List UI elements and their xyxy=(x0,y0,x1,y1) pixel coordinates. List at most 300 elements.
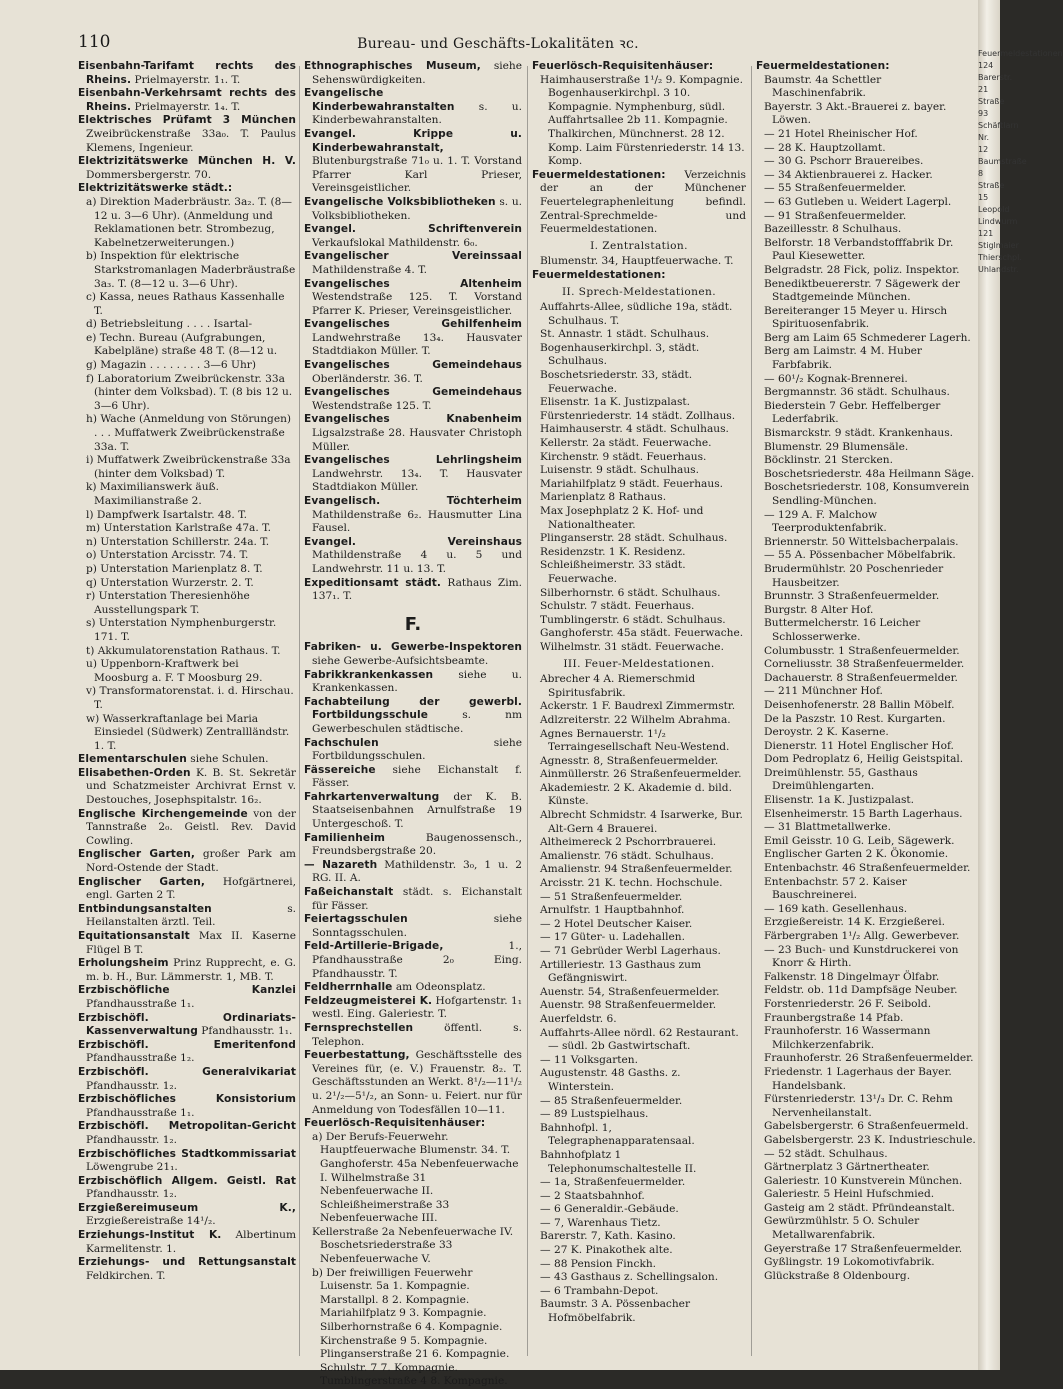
directory-entry xyxy=(304,886,522,913)
directory-entry xyxy=(78,114,296,155)
directory-subentry: De la Paszstr. 10 Rest. Kurgarten. xyxy=(764,712,946,725)
entry-text: Prielmayerstr. 1₄. T. xyxy=(131,100,241,113)
entry-heading: Feiertagsschulen xyxy=(304,913,408,926)
entry-text: Mathildenstraße 6₂. Hausmutter Lina Fausel. xyxy=(312,508,522,535)
entry-heading: Elementarschulen xyxy=(78,753,187,766)
entry-heading: Erzbischöfliches Stadtkommissariat xyxy=(78,1147,296,1160)
entry-text: siehe Fortbildungsschulen. xyxy=(312,736,522,763)
entry-heading: Feuerlösch-Requisitenhäuser: xyxy=(532,60,714,72)
directory-subentry: d) Betriebsleitung . . . . Isartal- xyxy=(86,318,253,331)
directory-subentry: Agnes Bernauerstr. 1¹/₂ Terraingesellschaft Neu-Westend. xyxy=(540,727,730,754)
directory-entry xyxy=(78,930,296,957)
directory-subentry: Bahnhofplatz 1 Telephonumschaltestelle II. xyxy=(540,1148,697,1175)
directory-subentry: — 34 Aktienbrauerei z. Hacker. xyxy=(764,168,933,181)
entry-heading: Fabrikkrankenkassen xyxy=(304,668,434,681)
directory-subentry: u) Uppenborn-Kraftwerk bei Moosburg a. F. T Moosburg 29. xyxy=(86,658,263,684)
entry-heading: Evangelisches Knabenheim xyxy=(304,413,522,426)
directory-entry xyxy=(304,495,522,536)
directory-entry xyxy=(304,386,522,413)
directory-subentry: n) Unterstation Schillerstr. 24a. T. xyxy=(86,535,270,548)
directory-subentry: Arnulfstr. 1 Hauptbahnhof. xyxy=(540,904,685,917)
directory-entry xyxy=(304,940,522,981)
directory-entry xyxy=(78,1174,296,1202)
directory-subentry: — 6 Generaldir.-Gebäude. xyxy=(540,1203,679,1216)
directory-subentry: Corneliusstr. 38 Straßenfeuermelder. xyxy=(764,658,965,671)
entry-heading: Feuermeldestationen: xyxy=(532,168,666,181)
directory-subentry: Augustenstr. 48 Gasths. z. Winterstein. xyxy=(540,1067,681,1093)
entry-heading: Fabriken- u. Gewerbe-Inspektoren xyxy=(304,641,522,654)
entry-text: Verzeichnis der an der Münchener Feuertelegraphenleitung befindl. Zentral-Sprechmelde- und Feuermeldestationen. xyxy=(540,168,746,236)
directory-subentry: Schleißheimerstr. 33 städt. Feuerwache. xyxy=(540,559,686,585)
entry-text: siehe u. Krankenkassen. xyxy=(312,668,522,695)
entry-heading: Erholungsheim xyxy=(78,957,169,970)
directory-subentry: Residenzstr. 1 K. Residenz. xyxy=(540,545,686,558)
section-subheading: II. Sprech-Meldestationen. xyxy=(561,285,717,298)
entry-heading: Erzbischöfl. Ordinariats-Kassenverwaltung xyxy=(78,1011,296,1038)
entry-text: Westendstraße 125. T. Vorstand Pfarrer K. Prieser, Vereinsgeistlicher. xyxy=(312,291,522,317)
directory-subentry: Entenbachstr. 46 Straßenfeuermelder. xyxy=(764,862,971,875)
entry-text: Hofgartenstr. 1₁ westl. Eing. Galeriestr. T. xyxy=(312,994,522,1021)
entry-text: 1., Pfandhausstraße 2₀ Eing. Pfandhausstr. T. xyxy=(312,940,522,980)
entry-text: Pfandhausstraße 1₁. xyxy=(86,1106,195,1119)
entry-heading: Elektrisches Prüfamt 3 München xyxy=(78,114,296,127)
directory-entry xyxy=(78,155,296,182)
directory-subentry: — 52 städt. Schulhaus. xyxy=(764,1147,888,1160)
entry-text: s. u. Kinderbewahranstalten. xyxy=(312,100,522,127)
directory-subentry: Färbergraben 1¹/₂ Allg. Gewerbever. xyxy=(764,930,960,942)
directory-entry xyxy=(304,87,522,128)
directory-entry xyxy=(532,60,746,74)
directory-subentry: Glückstraße 8 Oldenbourg. xyxy=(764,1269,911,1282)
entry-text: Pfandhausstraße 1₁. xyxy=(86,997,195,1010)
entry-text: am Odeonsplatz. xyxy=(392,981,486,994)
entry-text: Dommersbergerstr. 70. xyxy=(86,168,212,181)
directory-entry xyxy=(78,1038,296,1066)
directory-subentry: — 2 Hotel Deutscher Kaiser. xyxy=(540,917,693,930)
directory-subentry: Amalienstr. 76 städt. Schulhaus. xyxy=(540,849,714,862)
directory-subentry: e) Techn. Bureau (Aufgrabungen, Kabelpläne) straße 48 T. (8—12 u. xyxy=(86,331,278,358)
entry-heading: Evangelischer Vereinssaal xyxy=(304,250,522,263)
directory-entry xyxy=(78,875,296,903)
directory-subentry: — 55 Straßenfeuermelder. xyxy=(764,182,907,195)
entry-text: siehe Gewerbe-Aufsichtsbeamte. xyxy=(312,654,489,667)
entry-text: Pfandhausstr. 1₂. xyxy=(86,1133,178,1146)
entry-heading: Erzbischöfliche Kanzlei xyxy=(78,984,296,997)
directory-entry xyxy=(304,981,522,995)
entry-text: Albertinum Karmelitenstr. 1. xyxy=(86,1229,296,1255)
entry-text: siehe Sonntagsschulen. xyxy=(312,913,522,939)
directory-entry xyxy=(304,695,522,737)
directory-subentry: Blumenstr. 29 Blumensäle. xyxy=(764,440,909,453)
directory-entry xyxy=(78,1011,296,1039)
directory-subentry: Gasteig am 2 städt. Pfründeanstalt. xyxy=(764,1201,955,1214)
directory-entry xyxy=(78,1120,296,1147)
directory-subentry: b) Inspektion für elektrische Starkstromanlagen Maderbräustraße 3a₃. T. (8—12 u. 3—6 Uhr). xyxy=(86,250,296,290)
directory-subentry: — 71 Gebrüder Werbl Lagerhaus. xyxy=(540,945,721,957)
directory-subentry: Dienerstr. 11 Hotel Englischer Hof. xyxy=(764,739,954,752)
directory-subentry: Elisenstr. 1a K. Justizpalast. xyxy=(764,794,915,807)
directory-subentry: Berg am Laimstr. 4 M. Huber Farbfabrik. xyxy=(764,345,922,372)
entry-heading: Erzbischöfl. Generalvikariat xyxy=(78,1065,296,1078)
directory-subentry: Forstenriederstr. 26 F. Seibold. xyxy=(764,997,932,1010)
entry-text: Mathildenstr. 3₀, 1 u. 2 RG. II. A. xyxy=(312,858,522,885)
directory-subentry: Schulstr. 7 städt. Feuerhaus. xyxy=(540,600,695,613)
directory-subentry: — 1a, Straßenfeuermelder. xyxy=(540,1176,686,1189)
directory-subentry: Blumenstr. 34, Hauptfeuerwache. T. xyxy=(540,255,734,268)
directory-subentry: Marienplatz 8 Rathaus. xyxy=(540,491,667,504)
entry-heading: Eisenbahn-Tarifamt rechts des Rheins. xyxy=(78,60,296,86)
directory-subentry: — 7, Warenhaus Tietz. xyxy=(540,1216,661,1229)
directory-entry xyxy=(304,223,522,250)
directory-subentry: m) Unterstation Karlstraße 47a. T. xyxy=(86,522,271,535)
entry-heading: Englischer Garten, xyxy=(78,848,196,861)
entry-heading: Fernsprechstellen xyxy=(304,1021,414,1034)
entry-text: großer Park am Nord-Ostende der Stadt. xyxy=(86,848,296,875)
page-number: 110 xyxy=(78,32,111,52)
entry-heading: Evangelisches Gehilfenheim xyxy=(304,318,522,331)
directory-subentry: Auerfeldstr. 6. xyxy=(540,1012,617,1025)
entry-heading: Evangel. Krippe u. Kinderbewahranstalt, xyxy=(304,127,522,154)
entry-heading: Evangelisches Altenheim xyxy=(304,277,522,290)
directory-subentry: — 2 Staatsbahnhof. xyxy=(540,1189,645,1202)
entry-text: K. B. St. Sekretär und Schatzmeister Archivrat Ernst v. Destouches, Josephspitalstr. 16₂. xyxy=(86,766,296,807)
directory-subentry: Böcklinstr. 21 Stercken. xyxy=(764,454,893,467)
entry-text: Mathildenstraße 4 u. 5 und Landwehrstr. 11 u. 13. T. xyxy=(312,549,522,575)
directory-subentry: Kellerstraße 2a Nebenfeuerwache IV. Boschetsriederstraße 33 Nebenfeuerwache V. xyxy=(312,1225,514,1266)
directory-entry xyxy=(78,1229,296,1256)
directory-subentry: Deisenhofenerstr. 28 Ballin Möbelf. xyxy=(764,698,955,711)
directory-entry xyxy=(304,195,523,223)
entry-heading: Evangelische Volksbibliotheken xyxy=(304,195,496,208)
directory-subentry: b) Der freiwilligen Feuerwehr Luisenstr. 5a 1. Kompagnie. Marstallpl. 8 2. Kompagnie. Mariahilfplatz 9 3. Kompagnie. Silberhornstraße 6 4. Kompagnie. Kirchenstraße 9 5. Kompagnie. Plinganserstraße 21 6. Kompagnie. Schulstr. 7 7. Kompagnie. Tumblingerstraße 4 8. Kompagnie. xyxy=(312,1266,510,1388)
directory-subentry: Englischer Garten 2 K. Ökonomie. xyxy=(764,848,949,861)
directory-entry xyxy=(78,753,296,767)
directory-subentry: — 169 kath. Gesellenhaus. xyxy=(764,902,908,915)
directory-subentry: Feldstr. ob. 11d Dampfsäge Neuber. xyxy=(764,984,958,997)
entry-text: Pfandhausstr. 1₁. xyxy=(197,1025,293,1038)
directory-subentry: Berg am Laim 65 Schmederer Lagerh. xyxy=(764,331,971,344)
running-title: Bureau- und Geschäfts-Lokalitäten ꝛc. xyxy=(357,36,639,52)
directory-subentry: Bogenhauserkirchpl. 3, städt. Schulhaus. xyxy=(540,341,700,368)
entry-heading: Feld-Artillerie-Brigade, xyxy=(304,940,444,953)
entry-text: Mathildenstraße 4. T. xyxy=(312,263,428,276)
entry-text: Blutenburgstraße 71₀ u. 1. T. Vorstand Pfarrer Karl Prieser, Vereinsgeistlicher. xyxy=(312,155,522,195)
directory-subentry: c) Kassa, neues Rathaus Kassenhalle T. xyxy=(86,291,285,317)
directory-subentry: Abrecher 4 A. Riemerschmid Spiritusfabrik. xyxy=(540,673,696,699)
directory-subentry: — 21 Hotel Rheinischer Hof. xyxy=(764,127,918,140)
entry-heading: Erzbischöflich Allgem. Geistl. Rat xyxy=(78,1174,296,1187)
directory-entry xyxy=(304,668,522,696)
directory-subentry: Luisenstr. 9 städt. Schulhaus. xyxy=(540,464,699,477)
directory-subentry: Gabelsbergerstr. 6 Straßenfeuermeld. xyxy=(764,1120,969,1133)
entry-heading: Expeditionsamt städt. xyxy=(304,576,442,589)
directory-subentry: q) Unterstation Wurzerstr. 2. T. xyxy=(86,576,254,589)
directory-subentry: Max Josephplatz 2 K. Hof- und Nationaltheater. xyxy=(540,505,704,531)
directory-entry xyxy=(78,766,296,808)
directory-subentry: w) Wasserkraftanlage bei Maria Einsiedel (Südwerk) Zentrallländstr. 1. T. xyxy=(86,712,290,752)
directory-subentry: Baumstr. 4a Schettler Maschinenfabrik. xyxy=(764,73,882,100)
directory-entry xyxy=(304,576,522,604)
entry-heading: Erzbischöfl. Emeritenfond xyxy=(78,1038,296,1051)
entry-heading: Evangelische Kinderbewahranstalten xyxy=(304,87,455,113)
directory-entry xyxy=(304,413,522,454)
directory-subentry: k) Maximilianswerk äuß. Maximilianstraße 2. xyxy=(86,481,220,507)
directory-subentry: Baumstr. 3 A. Pössenbacher Hofmöbelfabrik. xyxy=(540,1298,691,1325)
directory-subentry: Auenstr. 98 Straßenfeuermelder. xyxy=(540,999,717,1012)
entry-text: städt. s. Eichanstalt für Fässer. xyxy=(312,886,522,912)
entry-text: Prinz Rupprecht, e. G. m. b. H., Bur. Lämmerstr. 1, MB. T. xyxy=(86,957,296,983)
directory-subentry: — 28 K. Hauptzollamt. xyxy=(764,141,886,154)
directory-entry xyxy=(78,1256,296,1283)
directory-entry xyxy=(756,60,978,74)
directory-subentry: s) Unterstation Nymphenburgerstr. 171. T. xyxy=(86,617,277,643)
directory-subentry: Briennerstr. 50 Wittelsbacherpalais. xyxy=(764,535,959,548)
entry-text: Feldkirchen. T. xyxy=(86,1269,166,1282)
section-subheading: III. Feuer-Meldestationen. xyxy=(563,657,715,670)
entry-text: Westendstraße 125. T. xyxy=(312,399,432,412)
directory-subentry: Erzgießereistr. 14 K. Erzgießerei. xyxy=(764,916,945,929)
directory-subentry: Galeriestr. 10 Kunstverein München. xyxy=(764,1174,963,1187)
entry-heading: Evangelisches Gemeindehaus xyxy=(304,386,522,399)
directory-subentry: Galeriestr. 5 Heinl Hufschmied. xyxy=(764,1188,935,1201)
directory-entry xyxy=(304,641,522,668)
entry-text: Ligsalzstraße 28. Hausvater Christoph Müller. xyxy=(312,427,522,453)
directory-entry xyxy=(304,250,522,277)
directory-subentry: Auffahrts-Allee, südliche 19a, städt. Schulhaus. T. xyxy=(540,301,733,327)
directory-entry xyxy=(304,790,522,832)
directory-subentry: — 23 Buch- und Kunstdruckerei von Knorr & Hirth. xyxy=(764,943,959,970)
directory-subentry: Dachauerstr. 8 Straßenfeuermelder. xyxy=(764,671,958,684)
directory-subentry: Auenstr. 54, Straßenfeuermelder. xyxy=(540,985,720,998)
directory-subentry: g) Magazin . . . . . . . . 3—6 Uhr) xyxy=(86,359,256,372)
entry-text: Hofgärtnerei, engl. Garten 2 T. xyxy=(86,875,296,902)
entry-text: s. nm Gewerbeschulen städtische. xyxy=(312,709,522,735)
directory-subentry: Geyerstraße 17 Straßenfeuermelder. xyxy=(764,1242,963,1255)
entry-heading: Feldherrnhalle xyxy=(304,981,393,994)
directory-subentry: Belforstr. 18 Verbandstofffabrik Dr. Paul Kiesewetter. xyxy=(764,236,954,263)
directory-subentry: a) Direktion Maderbräustr. 3a₂. T. (8—12 u. 3—6 Uhr). (Anmeldung und Reklamationen betr. Strombezug, Kabelnetzerweiterungen.) xyxy=(86,195,293,249)
column-1 xyxy=(78,60,296,1360)
directory-subentry: h) Wache (Anmeldung von Störungen) . . . Muffatwerk Zweibrückenstraße 33a. T. xyxy=(86,413,292,453)
entry-heading: Feldzeugmeisterei K. xyxy=(304,994,433,1007)
entry-heading: Familienheim xyxy=(304,831,386,844)
entry-text: Prielmayerstr. 1₁. T. xyxy=(131,73,241,86)
directory-subentry: Benediktbeuererstr. 7 Sägewerk der Stadtgemeinde München. xyxy=(764,277,960,304)
entry-text: Geschäftsstelle des Vereines für, (e. V.) Frauenstr. 8₂. T. Geschäftsstunden an Werkt. 8¹/₂—11¹/₂ u. 2¹/₂—5¹/₂, an Sonn- u. Feiert. nur für Anmeldung von Todesfällen 10—11. xyxy=(312,1049,522,1116)
directory-entry xyxy=(304,858,522,886)
column-2 xyxy=(304,60,523,1388)
directory-entry xyxy=(78,1201,296,1229)
entry-heading: Feuerlösch-Requisitenhäuser: xyxy=(304,1117,486,1130)
entry-heading: Faßeichanstalt xyxy=(304,886,394,899)
directory-subentry: v) Transformatorenstat. i. d. Hirschau. T. xyxy=(86,685,294,711)
directory-subentry: Fraunbergstraße 14 Pfab. xyxy=(764,1011,904,1024)
directory-subentry: Barerstr. 7, Kath. Kasino. xyxy=(540,1230,676,1243)
directory-subentry: Akademiestr. 2 K. Akademie d. bild. Künste. xyxy=(540,781,732,808)
directory-subentry: — 63 Gutleben u. Weidert Lagerpl. xyxy=(764,195,952,208)
directory-entry xyxy=(78,1147,296,1175)
entry-text: von der Tannstraße 2₀. Geistl. Rev. David Cowling. xyxy=(86,807,296,847)
directory-subentry: — 88 Pension Finckh. xyxy=(540,1257,657,1270)
directory-subentry: Bayerstr. 3 Akt.-Brauerei z. bayer. Löwen. xyxy=(764,100,947,127)
directory-subentry: Bismarckstr. 9 städt. Krankenhaus. xyxy=(764,427,954,440)
entry-text: Löwengrube 21₁. xyxy=(86,1161,178,1174)
entry-heading: — Nazareth xyxy=(304,858,378,871)
directory-subentry: Columbusstr. 1 Straßenfeuermelder. xyxy=(764,644,960,657)
directory-entry xyxy=(304,736,522,764)
directory-subentry: St. Annastr. 1 städt. Schulhaus. xyxy=(540,328,710,341)
directory-subentry: Wilhelmstr. 31 städt. Feuerwache. xyxy=(540,640,724,653)
directory-subentry: Bergmannstr. 36 städt. Schulhaus. xyxy=(764,386,950,399)
entry-heading: Elektrizitätswerke München H. V. xyxy=(78,155,296,168)
directory-subentry: o) Unterstation Arcisstr. 74. T. xyxy=(86,549,249,562)
directory-subentry: — 89 Lustspielhaus. xyxy=(540,1108,649,1121)
entry-heading: Feuermeldestationen: xyxy=(532,268,666,281)
entry-heading: Elektrizitätswerke städt.: xyxy=(78,182,233,195)
column-divider xyxy=(527,66,528,1356)
directory-entry xyxy=(304,127,522,196)
directory-subentry: Gyßlingstr. 19 Lokomotivfabrik. xyxy=(764,1256,935,1269)
entry-heading: Erzgießereimuseum K., xyxy=(78,1201,296,1214)
directory-entry xyxy=(78,902,296,930)
page-header xyxy=(78,32,918,54)
directory-subentry: Fürstenriederstr. 13¹/₃ Dr. C. Rehm Nervenheilanstalt. xyxy=(764,1093,953,1119)
directory-subentry: Amalienstr. 94 Straßenfeuermelder. xyxy=(540,863,733,876)
directory-subentry: Dreimühlenstr. 55, Gasthaus Dreimühlengarten. xyxy=(764,766,918,793)
column-4 xyxy=(756,60,978,1360)
directory-entry xyxy=(78,984,296,1011)
directory-subentry: Bazeillesstr. 8 Schulhaus. xyxy=(764,223,902,236)
directory-entry xyxy=(78,182,296,196)
directory-subentry: l) Dampfwerk Isartalstr. 48. T. xyxy=(86,508,248,521)
directory-subentry: Arcisstr. 21 K. techn. Hochschule. xyxy=(540,877,723,890)
directory-subentry: Plinganserstr. 28 städt. Schulhaus. xyxy=(540,532,728,545)
entry-heading: Englischer Garten, xyxy=(78,875,206,888)
entry-text: siehe Sehenswürdigkeiten. xyxy=(312,60,522,86)
directory-entry xyxy=(304,994,522,1022)
entry-heading: Fachabteilung der gewerbl. Fortbildungsschule xyxy=(304,695,522,722)
directory-subentry: — 30 G. Pschorr Brauereibes. xyxy=(764,155,924,168)
directory-subentry: Fürstenriederstr. 14 städt. Zollhaus. xyxy=(540,409,736,422)
directory-entry xyxy=(304,318,522,359)
directory-subentry: Boschetsriederstr. 33, städt. Feuerwache. xyxy=(540,369,693,395)
directory-subentry: Fraunhoferstr. 26 Straßenfeuermelder. xyxy=(764,1052,974,1065)
directory-subentry: — 27 K. Pinakothek alte. xyxy=(540,1244,673,1257)
entry-heading: Feuerbestattung, xyxy=(304,1049,410,1062)
directory-subentry: i) Muffatwerk Zweibrückenstraße 33a (hinter dem Volksbad) T. xyxy=(86,454,291,480)
directory-subentry: Agnesstr. 8, Straßenfeuermelder. xyxy=(540,754,719,767)
directory-subentry: Haimhauserstr. 4 städt. Schulhaus. xyxy=(540,423,729,436)
entry-heading: Evangelisches Lehrlingsheim xyxy=(304,454,522,467)
section-letter: F. xyxy=(404,613,422,635)
directory-entry xyxy=(304,763,522,791)
entry-heading: Equitationsanstalt xyxy=(78,930,190,942)
entry-heading: Evangelisches Gemeindehaus xyxy=(304,359,522,372)
entry-heading: Evangelisch. Töchterheim xyxy=(304,495,522,507)
directory-subentry: Dom Pedroplatz 6, Heilig Geistspital. xyxy=(764,753,964,766)
entry-text: Landwehrstr. 13₄. T. Hausvater Stadtdiakon Müller. xyxy=(312,467,522,494)
entry-heading: Elisabethen-Orden xyxy=(78,766,191,779)
directory-subentry: Mariahilfplatz 9 städt. Feuerhaus. xyxy=(540,477,723,490)
directory-entry xyxy=(78,848,296,875)
directory-subentry: Boschetsriederstr. 48a Heilmann Säge. xyxy=(764,467,975,480)
directory-subentry: Ackerstr. 1 F. Baudrexl Zimmermstr. xyxy=(540,700,736,713)
column-3 xyxy=(532,60,746,1360)
directory-entry xyxy=(304,454,522,495)
directory-subentry: — 17 Güter- u. Ladehallen. xyxy=(540,931,685,944)
column-divider xyxy=(299,66,300,1356)
entry-text: Max II. Kaserne Flügel B T. xyxy=(86,930,296,956)
directory-entry xyxy=(304,277,522,319)
directory-columns xyxy=(78,60,978,1388)
adjacent-page-fragment: Feuermeldestationen 124 Barerstr. 21 Straße 93 Schäftlarn Nr. 12 Baumstraße 8 Straße 15 Leopold Lindwurm 121 Stiglmaier Thierschpl. Uhlandstr. xyxy=(978,49,1063,274)
entry-text: siehe Schulen. xyxy=(186,753,269,766)
directory-entry xyxy=(532,268,746,283)
directory-subentry: Bahnhofpl. 1, Telegraphenapparatensaal. xyxy=(540,1121,695,1148)
directory-subentry: Buttermelcherstr. 16 Leicher Schlosserwerke. xyxy=(764,617,921,643)
directory-subentry: Falkenstr. 18 Dingelmayr Ölfabr. xyxy=(764,970,940,983)
directory-entry xyxy=(304,60,522,87)
directory-entry xyxy=(78,87,296,114)
directory-subentry: — 60¹/₂ Kognak-Brennerei. xyxy=(764,372,908,385)
entry-text: Oberländerstr. 36. T. xyxy=(312,372,423,385)
directory-subentry: Adlzreiterstr. 22 Wilhelm Abrahma. xyxy=(540,713,731,726)
entry-heading: Englische Kirchengemeinde xyxy=(78,807,248,820)
directory-subentry: Boschetsriederstr. 108, Konsumverein Sendling-München. xyxy=(764,481,970,507)
directory-entry xyxy=(78,807,296,849)
entry-heading: Evangel. Schriftenverein xyxy=(304,223,522,236)
column-divider xyxy=(751,66,752,1356)
entry-heading: Eisenbahn-Verkehrsamt rechts des Rheins. xyxy=(78,87,296,113)
entry-text: Pfandhausstr. 1₂. xyxy=(86,1079,178,1092)
directory-subentry: Burgstr. 8 Alter Hof. xyxy=(764,603,874,616)
entry-heading: Erzbischöfl. Metropolitan-Gericht xyxy=(78,1120,296,1133)
directory-entry xyxy=(78,60,296,87)
entry-heading: Fachschulen xyxy=(304,736,379,749)
entry-text: Rathaus Zim. 137₁. T. xyxy=(312,576,522,603)
directory-subentry: Elsenheimerstr. 15 Barth Lagerhaus. xyxy=(764,807,963,820)
directory-subentry: Emil Geisstr. 10 G. Leib, Sägewerk. xyxy=(764,834,955,847)
directory-entry xyxy=(304,1117,522,1131)
entry-heading: Fässereiche xyxy=(304,763,376,776)
directory-subentry: Friedenstr. 1 Lagerhaus der Bayer. Handelsbank. xyxy=(764,1065,952,1092)
directory-subentry: Haimhauserstraße 1¹/₂ 9. Kompagnie. Bogenhauserkirchpl. 3 10. Kompagnie. Nymphenburg, südl. Auffahrtsallee 2b 11. Kompagnie. Thalkirchen, Münchnerst. 28 12. Komp. Laim Fürstenriederstr. 14 13. Komp. xyxy=(540,73,745,168)
entry-text: s. Heilanstalten ärztl. Teil. xyxy=(86,902,296,929)
directory-subentry: t) Akkumulatorenstation Rathaus. T. xyxy=(86,644,281,657)
entry-text: Zweibrückenstraße 33a₀. T. Paulus Klemens, Ingenieur. xyxy=(86,127,296,154)
entry-text: Landwehrstraße 13₄. Hausvater Stadtdiakon Müller. T. xyxy=(312,331,522,358)
entry-text: Baugenossensch., Freundsbergstraße 20. xyxy=(312,831,522,858)
directory-subentry: Bereiteranger 15 Meyer u. Hirsch Spirituosenfabrik. xyxy=(764,304,948,331)
entry-heading: Erzbischöfliches Konsistorium xyxy=(78,1093,296,1106)
directory-entry xyxy=(304,913,522,940)
directory-subentry: Fraunhoferstr. 16 Wassermann Milchkerzenfabrik. xyxy=(764,1025,931,1051)
directory-entry xyxy=(304,535,522,577)
entry-heading: Erziehungs-Institut K. xyxy=(78,1229,222,1242)
directory-subentry: Belgradstr. 28 Fick, poliz. Inspektor. xyxy=(764,263,960,276)
entry-text: öffentl. s. Telephon. xyxy=(312,1021,522,1048)
directory-subentry: Ainmüllerstr. 26 Straßenfeuermelder. xyxy=(540,768,742,781)
directory-entry xyxy=(304,359,522,386)
entry-text: Erzgießereistraße 14¹/₂. xyxy=(86,1215,216,1228)
directory-subentry: Artilleriestr. 13 Gasthaus zum Gefängniswirt. xyxy=(540,958,701,985)
directory-subentry: a) Der Berufs-Feuerwehr. Hauptfeuerwache Blumenstr. 34. T. Ganghoferstr. 45a Nebenfeuerwache I. Wilhelmstraße 31 Nebenfeuerwache II. Schleißheimerstraße 33 Nebenfeuerwache III. xyxy=(312,1130,519,1225)
directory-subentry: Gabelsbergerstr. 23 K. Industrieschule. xyxy=(764,1133,976,1146)
directory-subentry: — 43 Gasthaus z. Schellingsalon. xyxy=(540,1271,719,1284)
directory-subentry: — 11 Volksgarten. xyxy=(540,1053,638,1066)
entry-text: Verkaufslokal Mathildenstr. 6₀. xyxy=(312,236,478,249)
directory-entry xyxy=(78,1093,296,1120)
